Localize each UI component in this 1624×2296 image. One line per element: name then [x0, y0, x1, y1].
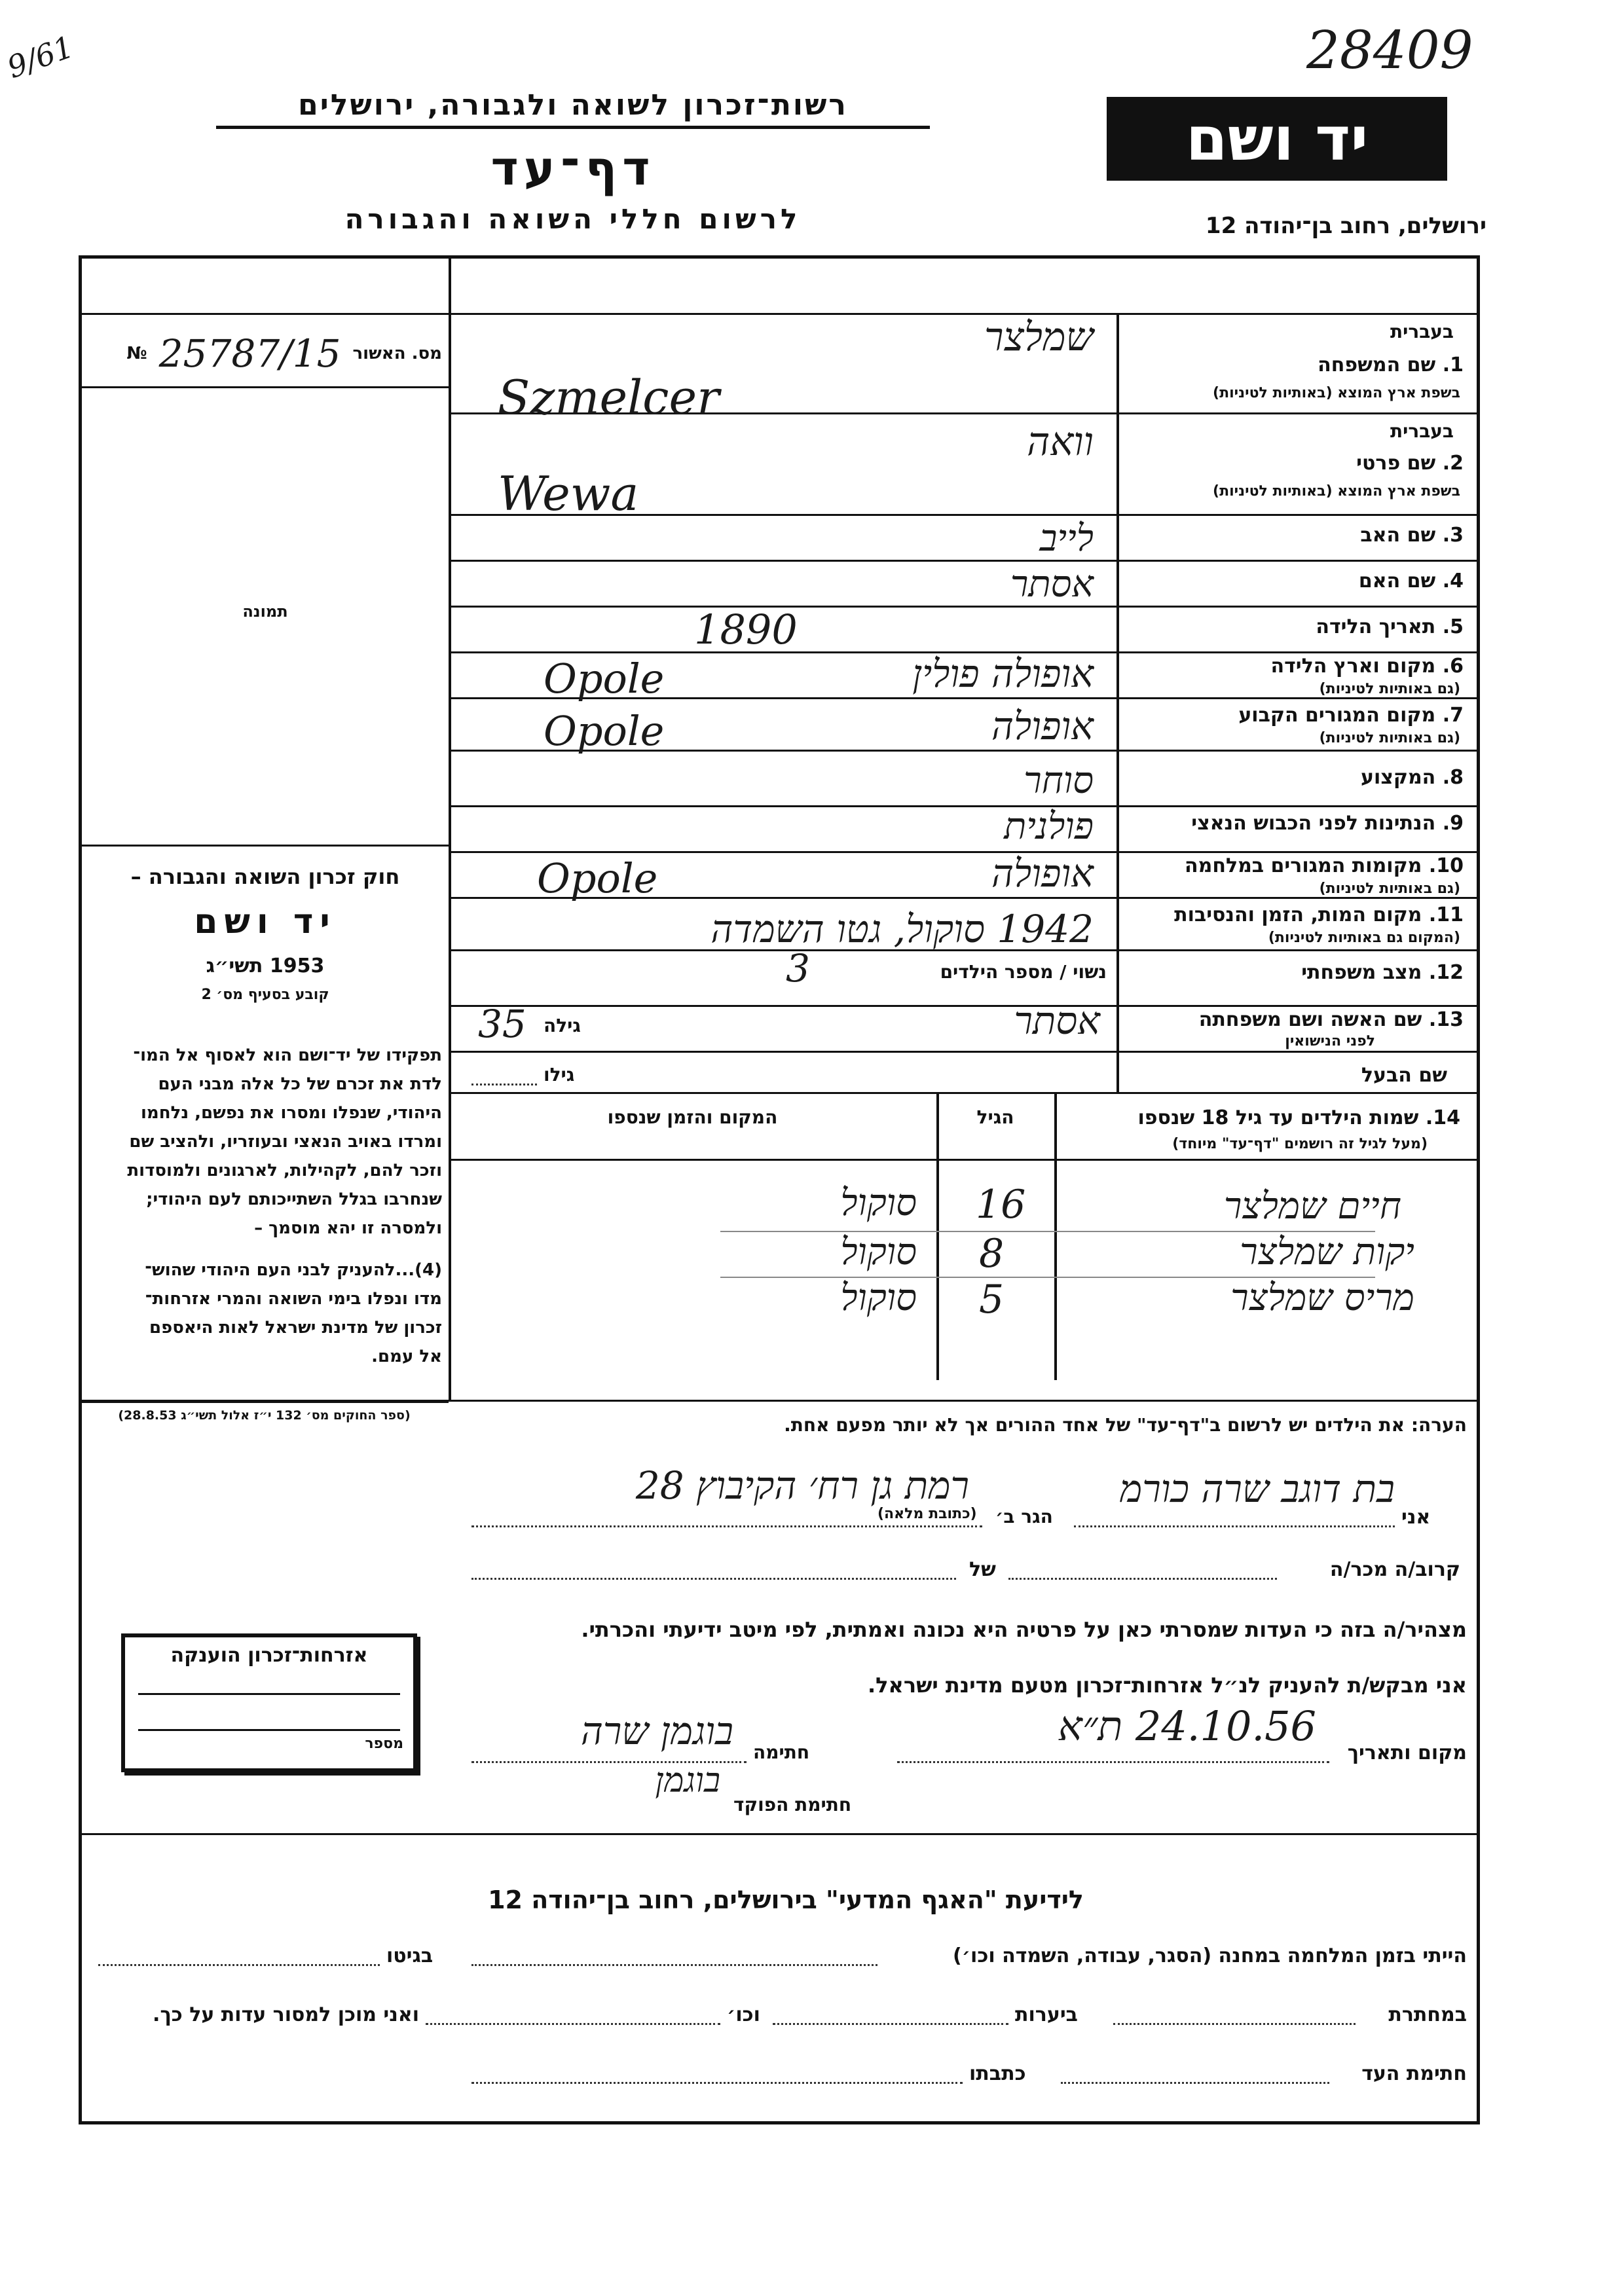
approval-no-label: №: [126, 344, 147, 363]
declarant-signature: בוגמן שרה: [580, 1709, 733, 1753]
approval-label: מס. האשור: [352, 344, 442, 363]
birth-date-value: 1890: [694, 606, 798, 653]
law-line: היהודי, שנפלו ומסרו את נפשם, נלחמו: [140, 1103, 442, 1123]
first-name-hebrew: וואה: [1027, 419, 1094, 465]
footer-camp-label: הייתי בזמן המלחמה במחנה (הסגר, עבודה, השמדה וכו׳): [953, 1944, 1467, 1967]
family-name-label: 1. שם המשפחה: [1318, 354, 1464, 376]
child-age: 8: [979, 1231, 1005, 1277]
family-name-latin: Szmelcer: [498, 370, 720, 425]
child-age: 16: [976, 1182, 1026, 1228]
footer-address-label: כתבתו: [969, 2062, 1026, 2085]
officer-signature-label: חתימת הפוקד: [733, 1794, 852, 1815]
residence-hebrew: אופולה: [991, 704, 1094, 748]
law-title: חוק זכרון השואה והגבורה –: [130, 864, 400, 889]
latin-note-2: בשפת ארץ המוצא (באותיות לטיניות): [1213, 483, 1460, 500]
place-date-value: 24.10.56 ת״א: [1058, 1702, 1316, 1750]
lang-hebrew-2: בעברית: [1390, 420, 1454, 442]
law-line: שנחרבו בגלל השתייכותם לעם היהודי;: [146, 1190, 442, 1209]
law-year: 1953 תשי״ג: [206, 955, 325, 977]
family-name-hebrew: שמלצר: [984, 314, 1094, 360]
marital-sublabel: נשוי / מספר הילדים: [940, 961, 1107, 983]
first-name-label: 2. שם פרטי: [1356, 452, 1464, 475]
declarant-address: רמת גן רח׳ הקיבוץ 28: [635, 1463, 969, 1508]
child-name: מריס שמלצר: [1230, 1277, 1414, 1319]
law-line: אל עמם.: [371, 1347, 442, 1366]
declaration-text: מצהיר/ה בזה כי העדות שמסרתי כאן על פרטיה היא נכונה ואמתית, לפי מיטב ידיעתי והכרתי.: [581, 1617, 1467, 1642]
address-note: (כתובת מלאה): [877, 1506, 977, 1522]
law-line: תפקידו של יד־ושם הוא לאסוף אל המו־: [133, 1046, 442, 1065]
wife-name-label: 13. שם האשה ושם משפחתה: [1198, 1008, 1464, 1031]
law-line: מדו ונפלו בימי השואה והמרי אזרחות־: [145, 1289, 442, 1309]
war-residence-latin: Opole: [537, 854, 658, 902]
resides-label: הגר ב׳: [995, 1506, 1053, 1527]
wife-name-value: אסתר: [1014, 998, 1100, 1043]
law-line: ומרדו באויב הנאצי ובעוזריו, ולהציב שם: [129, 1132, 442, 1152]
wife-age-label: גילה: [544, 1015, 581, 1036]
footer-underground-label: במחתרת: [1388, 2003, 1467, 2026]
death-place-value: 1942 סוקול, גטו השמדה: [710, 907, 1094, 951]
law-line: לדת את זכרם של כל אלה מבני העם: [158, 1074, 442, 1094]
children-remark: [458, 1414, 1467, 1436]
wife-age-value: 35: [478, 1002, 526, 1046]
law-line: (4)...להעניק לבני העם היהודי שהוש־: [145, 1260, 442, 1280]
death-place-label: 11. מקום המות, הזמן והנסיבות: [1174, 903, 1464, 926]
stamp-title: אזרחות־זכרון הוענקה: [170, 1644, 368, 1667]
margin-mark: 9/61: [2, 28, 79, 86]
nationality-label: 9. הנתינות לפני הכבוש הנאצי: [1191, 812, 1464, 835]
yad-vashem-logo: יד ושם: [1107, 97, 1447, 181]
birth-place-hebrew: אופולה פולין: [912, 651, 1094, 696]
children-col-age: הגיל: [976, 1106, 1014, 1128]
lang-hebrew-1: בעברית: [1390, 321, 1454, 342]
citizenship-stamp-box: [121, 1633, 417, 1772]
remark-text: את הילדים יש לרשום ב"דף־עד" של אחד ההורים אך לא יותר מפעם אחת.: [784, 1414, 1405, 1436]
death-place-note: (המקום גם באותיות לטיניות): [1268, 930, 1460, 946]
father-name-value: לייב: [1039, 517, 1094, 560]
law-line: ולמסרה זו יהא מוסמך –: [254, 1218, 442, 1238]
footer-forests-label: ביערות: [1015, 2003, 1078, 2026]
child-place: סוקול: [840, 1277, 917, 1319]
children-label: 14. שמות הילדים עד גיל 18 שנספו: [1137, 1106, 1460, 1129]
place-date-label: מקום ותאריך: [1347, 1741, 1467, 1764]
photo-label: תמונה: [242, 602, 288, 621]
husband-label: שם הבעל: [1361, 1064, 1447, 1087]
relation-label: קרוב/ה מכר/ה: [1329, 1558, 1460, 1581]
latin-note-7: (גם באותיות לטיניות): [1319, 730, 1460, 746]
war-residence-hebrew: אופולה: [991, 851, 1094, 896]
child-age: 5: [979, 1277, 1005, 1322]
column-divider: [449, 257, 451, 1400]
child-name: יקות שמלצר: [1240, 1231, 1414, 1273]
war-residence-label: 10. מקומות המגורים במלחמה: [1185, 854, 1464, 877]
children-count: 3: [786, 946, 810, 991]
latin-note-10: (גם באותיות לטיניות): [1319, 881, 1460, 897]
approval-field: [88, 327, 442, 380]
children-col-place: המקום והזמן שנספו: [607, 1106, 778, 1128]
of-label: של: [969, 1558, 996, 1581]
child-name: חיים שמלצר: [1223, 1185, 1401, 1228]
footer-etc-label: וכו׳: [727, 2003, 760, 2026]
footer-heading: לידיעת "האגף המדעי" בירושלים, רחוב בן־יהודה 12: [488, 1886, 1084, 1914]
latin-note-6: (גם באותיות לטיניות): [1319, 681, 1460, 697]
request-text: אני מבקש/ת להעניק לנ״ל אזרחות־זכרון מטעם מדינת ישראל.: [868, 1673, 1467, 1698]
wife-name-note: לפני הנישואין: [1285, 1033, 1375, 1049]
residence-label: 7. מקום המגורים הקבוע: [1238, 704, 1464, 727]
law-line: וזכר להם, לקהילות, לארגונים ולמוסדות: [127, 1161, 442, 1180]
child-place: סוקול: [840, 1182, 917, 1224]
residence-latin: Opole: [544, 707, 665, 755]
marital-status-label: 12. מצב משפחתי: [1301, 961, 1464, 984]
husband-age-label: גילו: [544, 1064, 575, 1085]
law-text: [88, 1041, 442, 1371]
authority-name: רשות־זכרון לשואה ולגבורה, ירושלים: [216, 88, 930, 129]
children-note: (מעל לגיל זה רושמים "דף־עד" מיוחד): [1172, 1136, 1428, 1152]
birth-place-latin: Opole: [544, 655, 665, 702]
footer-witness-signature-label: חתימת העד: [1361, 2062, 1467, 2085]
profession-value: סוחר: [1024, 759, 1094, 802]
law-name: יד ושם: [194, 902, 337, 941]
child-place: סוקול: [840, 1231, 917, 1273]
footer-ghetto-label: בגיטו: [386, 1944, 434, 1967]
header-address: ירושלים, רחוב בן־יהודה 12: [1205, 213, 1486, 239]
footer-testify-text: ואני מוכן למסור עדות על כך.: [153, 2003, 419, 2026]
law-source: (ספר החוקים מס׳ 132 י״ז אלול תשי״ג 28.8.53): [80, 1401, 449, 1423]
mother-name-value: אסתר: [1010, 563, 1094, 606]
declarant-i-label: אני: [1401, 1506, 1431, 1529]
form-title: דף־עד: [490, 141, 655, 196]
archive-number: 28409: [1306, 20, 1473, 81]
law-clause: קובע בסעיף מס׳ 2: [201, 987, 329, 1003]
latin-note-1: בשפת ארץ המוצא (באותיות לטיניות): [1213, 385, 1460, 401]
first-name-latin: Wewa: [498, 466, 639, 521]
law-line: זכרון של מדינת ישראל לאות היאספם: [149, 1318, 442, 1338]
officer-signature: בוגמן: [655, 1761, 720, 1800]
form-subtitle: לרשום חללי השואה והגבורה: [344, 203, 802, 235]
father-name-label: 3. שם האב: [1360, 524, 1464, 547]
law-box: [85, 864, 445, 1003]
remark-label: הערה:: [1411, 1414, 1467, 1436]
declarant-name: בת דוגב שרה כורמ: [1119, 1467, 1395, 1511]
stamp-number-label: מספר: [365, 1736, 403, 1752]
nationality-value: פולנית: [1004, 805, 1094, 848]
birth-place-label: 6. מקום וארץ הלידה: [1270, 655, 1464, 678]
approval-number: 25787/15: [158, 331, 341, 376]
birth-date-label: 5. תאריך הלידה: [1316, 615, 1464, 638]
signature-label: חתימה: [753, 1741, 810, 1763]
profession-label: 8. המקצוע: [1360, 766, 1464, 789]
mother-name-label: 4. שם האם: [1358, 570, 1464, 592]
